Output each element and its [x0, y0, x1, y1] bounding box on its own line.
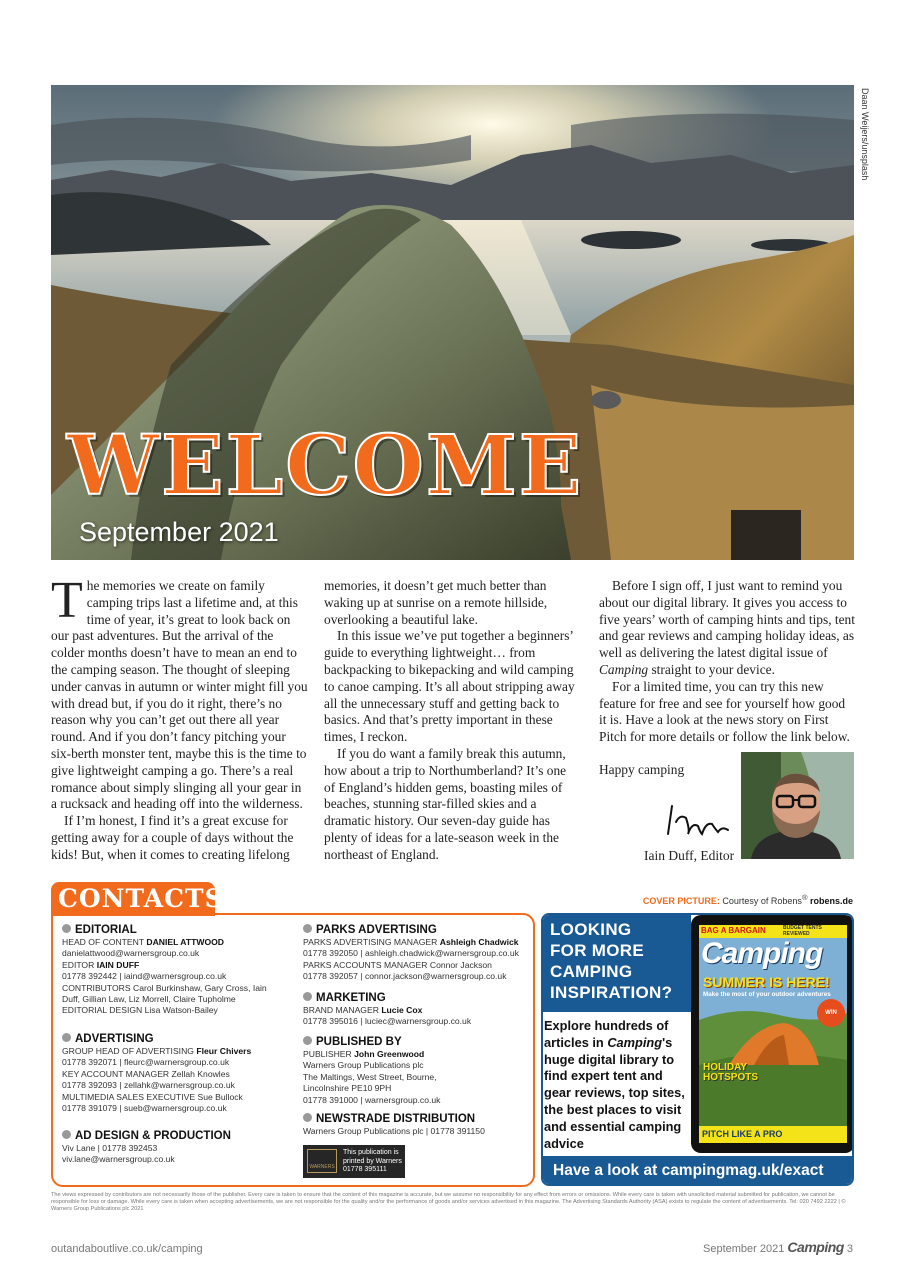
- contact-line: 01778 391000 | warnersgroup.co.uk: [303, 1094, 441, 1105]
- tablet-device: [691, 915, 854, 1153]
- article-column-2: [324, 578, 580, 864]
- section-heading: [303, 991, 533, 1005]
- cover-subheadline: Make the most of your outdoor adventures: [703, 991, 831, 998]
- printer-text: [343, 1149, 403, 1175]
- contact-line: [303, 1049, 533, 1060]
- photo-credit: Daan Weijers/unsplash: [860, 88, 870, 181]
- promo-link-url[interactable]: campingmag.uk/exact: [661, 1162, 824, 1179]
- section-heading-text: NEWSTRADE DISTRIBUTION: [316, 1113, 476, 1125]
- section-heading: [303, 1035, 533, 1049]
- article-column-3: [599, 578, 855, 779]
- contact-line: Viv Lane | 01778 392453: [62, 1143, 158, 1153]
- footer-magazine: Camping: [787, 1239, 844, 1255]
- contact-line: [62, 1046, 287, 1057]
- promo-text: [543, 1018, 691, 1152]
- printer-badge: [303, 1145, 405, 1178]
- contact-line: danielattwood@warnersgroup.co.uk: [62, 948, 200, 959]
- warners-logo: WARNERS: [307, 1149, 337, 1173]
- contact-line: 01778 392057 | connor.jackson@warnersgroup.co.uk: [303, 971, 507, 982]
- contact-line: 01778 392442 | iaind@warnersgroup.co.uk: [62, 971, 227, 982]
- footer-folio: [703, 1239, 853, 1255]
- contact-line: viv.lane@warnersgroup.co.uk: [62, 1154, 175, 1165]
- contacts-advertising: [62, 1032, 287, 1114]
- section-heading: [303, 1112, 533, 1126]
- contact-line: 01778 392050 | ashleigh.chadwick@warnersgroup.co.uk: [303, 948, 519, 959]
- editor-photo: [741, 752, 854, 859]
- contact-line: [303, 1005, 533, 1016]
- contacts-published: [303, 1035, 533, 1106]
- editor-portrait: [741, 752, 854, 859]
- paragraph-text: he memories we create on family camping trips last a lifetime and, at this time of year, it’s great to look back on our past adventures. But the arrival of the colder months doesn’t have to mean an end to the camping season. The thought of sleeping under canvas in autumn or winter might fill you with dread but, if you do it right, there’s no reason why you can’t get out there all year round. And if you don’t fancy pitching your six-berth monster tent, maybe this is the time to give lightweight camping a go. There’s a real romance about simply slinging all your gear in a rucksack and heading off into the wilderness.: [51, 578, 308, 812]
- promo-text-part: Explore hundreds of articles in: [544, 1018, 669, 1050]
- contact-line: 01778 395016 | luciec@warnersgroup.co.uk: [303, 1016, 472, 1027]
- section-heading-text: EDITORIAL: [75, 924, 137, 936]
- contact-line: KEY ACCOUNT MANAGER Zellah Knowles: [62, 1068, 230, 1079]
- contact-line: 01778 392071 | fleurc@warnersgroup.co.uk: [62, 1057, 230, 1068]
- cover-masthead: Camping: [701, 937, 823, 970]
- contact-name: IAIN DUFF: [96, 959, 140, 970]
- section-heading-text: AD DESIGN & PRODUCTION: [75, 1130, 231, 1142]
- magazine-name: Camping: [607, 1034, 663, 1050]
- promo-heading-line: CAMPING: [550, 962, 633, 981]
- contacts-heading: CONTACTS: [51, 882, 215, 916]
- bullet-dot-icon: [303, 1036, 312, 1045]
- printer-line: This publication is: [343, 1149, 399, 1156]
- registered-mark: ®: [801, 893, 808, 902]
- cover-holiday: HOLIDAY HOTSPOTS: [703, 1062, 759, 1083]
- contact-name: John Greenwood: [354, 1049, 425, 1059]
- contact-line: Warners Group Publications plc: [303, 1060, 424, 1071]
- contacts-design: [62, 1129, 287, 1166]
- paragraph-text: Before I sign off, I just want to remind you about our digital library. It gives you access to five years’ worth of camping hints and tips, tent and gear reviews and camping holiday ideas, as well as delivering the latest digital issue of: [599, 578, 855, 661]
- cover-pitch: PITCH LIKE A PRO: [702, 1129, 783, 1139]
- paragraph: If I’m honest, I find it’s a great excuse for getting away for a couple of days without the kids! But, when it comes to creating lifelong: [51, 813, 294, 862]
- cover-picture-site[interactable]: robens.de: [809, 896, 853, 906]
- contacts-newstrade: [303, 1112, 533, 1137]
- contact-line: The Maltings, West Street, Bourne,: [303, 1071, 437, 1082]
- promo-heading-line: LOOKING: [550, 920, 632, 939]
- contact-line: EDITORIAL DESIGN Lisa Watson-Bailey: [62, 1005, 218, 1016]
- promo-heading: [543, 915, 691, 1012]
- cover-bargain: BAG A BARGAIN: [701, 926, 766, 935]
- editor-name: Iain Duff,: [644, 848, 697, 863]
- contact-line: 01778 391079 | sueb@warnersgroup.co.uk: [62, 1103, 227, 1114]
- editor-caption: [644, 848, 734, 864]
- contacts-editorial: [62, 923, 287, 1017]
- bullet-dot-icon: [62, 1130, 71, 1139]
- footer-date: September 2021: [703, 1243, 785, 1255]
- contact-name: Lucie Cox: [381, 1005, 423, 1015]
- welcome-title: WELCOME: [67, 418, 584, 514]
- paragraph: [599, 578, 855, 679]
- article-column-1: [51, 572, 308, 864]
- contact-role: PARKS ADVERTISING MANAGER: [303, 937, 438, 947]
- magazine-name: Camping: [599, 661, 649, 677]
- printer-line: 01778 395111: [343, 1166, 387, 1173]
- contact-line: [62, 937, 287, 948]
- drop-cap: T: [51, 572, 83, 629]
- section-heading-text: ADVERTISING: [75, 1033, 154, 1045]
- printer-line: printed by Warners: [343, 1157, 402, 1165]
- cover-picture-label: COVER PICTURE:: [642, 896, 720, 906]
- promo-link-text: Have a look at: [553, 1162, 658, 1179]
- contact-line: PARKS ACCOUNTS MANAGER Connor Jackson: [303, 959, 492, 970]
- contact-role: PUBLISHER: [303, 1049, 352, 1059]
- section-heading: [62, 1032, 287, 1046]
- paragraph: If you do want a family break this autumn, how about a trip to Northumberland? It’s one of England’s hidden gems, boasting miles of beaches, stunning star-filled skies and a dramatic history. Our seven-day guide has plenty of ideas for a late-season week in the northeast of England.: [324, 745, 567, 862]
- cover-budget: BUDGET TENTS REVIEWED: [783, 925, 822, 937]
- contact-line: Warners Group Publications plc | 01778 391150: [303, 1126, 485, 1136]
- signoff: Happy camping: [599, 761, 685, 777]
- section-heading: [62, 1129, 287, 1143]
- contacts-parks: [303, 923, 533, 983]
- contact-line: [303, 937, 533, 948]
- promo-heading-line: FOR MORE: [550, 941, 645, 960]
- promo-heading-line: INSPIRATION?: [550, 983, 673, 1002]
- section-heading: [62, 923, 287, 937]
- paragraph-text: straight to your device.: [651, 661, 775, 677]
- contact-name: DANIEL ATTWOOD: [146, 937, 225, 947]
- cover-picture-credit: [643, 893, 853, 906]
- paragraph: For a limited time, you can try this new feature for free and see for yourself how good it is. Have a look at the news story on First Pitch for more details or follow the link below.: [599, 678, 850, 745]
- bullet-dot-icon: [62, 924, 71, 933]
- contact-role: GROUP HEAD OF ADVERTISING: [62, 1046, 194, 1056]
- paragraph: [51, 572, 308, 813]
- hero-photo: [51, 85, 854, 560]
- section-heading-text: PUBLISHED BY: [316, 1036, 402, 1048]
- promo-link-bar[interactable]: [543, 1156, 854, 1186]
- contact-line: 01778 392093 | zellahk@warnersgroup.co.uk: [62, 1080, 235, 1091]
- page-number: 3: [846, 1243, 853, 1255]
- issue-date: September 2021: [79, 517, 279, 547]
- contact-role: BRAND MANAGER: [303, 1005, 379, 1015]
- bullet-dot-icon: [303, 992, 312, 1001]
- cover-headline: SUMMER IS HERE!: [703, 974, 830, 990]
- disclaimer: The views expressed by contributors are not necessarily those of the publisher. Every care is taken to ensure that the content of this magazine is accurate, but we assume no responsibility for any effect from errors or omissions. While every care is taken with unsolicited material submitted for publication, we cannot be responsible for loss or damage. While every care is taken when accepting advertisements, we are not responsible for the quality and/or the performance of goods and/or services advertised in this magazine. The Advertising Standards Authority (ASA) exists to regulate the content of advertisements. Tel: 020 7492 2222 | © Warners Group Publications plc 2021: [51, 1192, 846, 1212]
- editor-signature: [664, 800, 734, 840]
- contact-line: Lincolnshire PE10 9PH: [303, 1083, 392, 1094]
- promo-text-part: 's huge digital library to find expert tent and gear reviews, top sites, the best places to visit and essential camping advice: [544, 1034, 685, 1151]
- contacts-box: [51, 913, 535, 1187]
- contact-line: [62, 960, 287, 971]
- digital-library-promo: [541, 913, 854, 1186]
- section-heading: [303, 923, 533, 937]
- section-heading-text: PARKS ADVERTISING: [316, 924, 437, 936]
- section-heading-text: MARKETING: [316, 992, 386, 1004]
- contact-line: CONTRIBUTORS Carol Burkinshaw, Gary Cross, Iain Duff, Gillian Law, Liz Morrell, Claire Tupholme: [62, 982, 267, 1005]
- contact-name: Ashleigh Chadwick: [439, 937, 519, 947]
- bullet-dot-icon: [303, 924, 312, 933]
- magazine-cover: [699, 925, 847, 1143]
- paragraph: memories, it doesn’t get much better than waking up at sunrise on a remote hillside, overlooking a beautiful lake.: [324, 578, 548, 627]
- contact-role: HEAD OF CONTENT: [62, 937, 144, 947]
- bullet-dot-icon: [303, 1113, 312, 1122]
- cover-picture-text: Courtesy of Robens: [722, 896, 802, 906]
- contact-role: EDITOR: [62, 959, 95, 970]
- paragraph: In this issue we’ve put together a beginners’ guide to everything lightweight… from backpacking to bikepacking and wild camping to canoe camping. It’s all about stripping away all the unnecessary stuff and getting back to basics. And that’s pretty important in these times, I reckon.: [324, 628, 575, 745]
- cover-win-badge: WIN: [817, 999, 845, 1027]
- bullet-dot-icon: [62, 1033, 71, 1042]
- contact-name: Fleur Chivers: [196, 1046, 252, 1056]
- contact-line: MULTIMEDIA SALES EXECUTIVE Sue Bullock: [62, 1091, 243, 1102]
- footer-url[interactable]: outandaboutlive.co.uk/camping: [51, 1243, 203, 1255]
- editor-role: Editor: [700, 848, 735, 863]
- contacts-marketing: [303, 991, 533, 1028]
